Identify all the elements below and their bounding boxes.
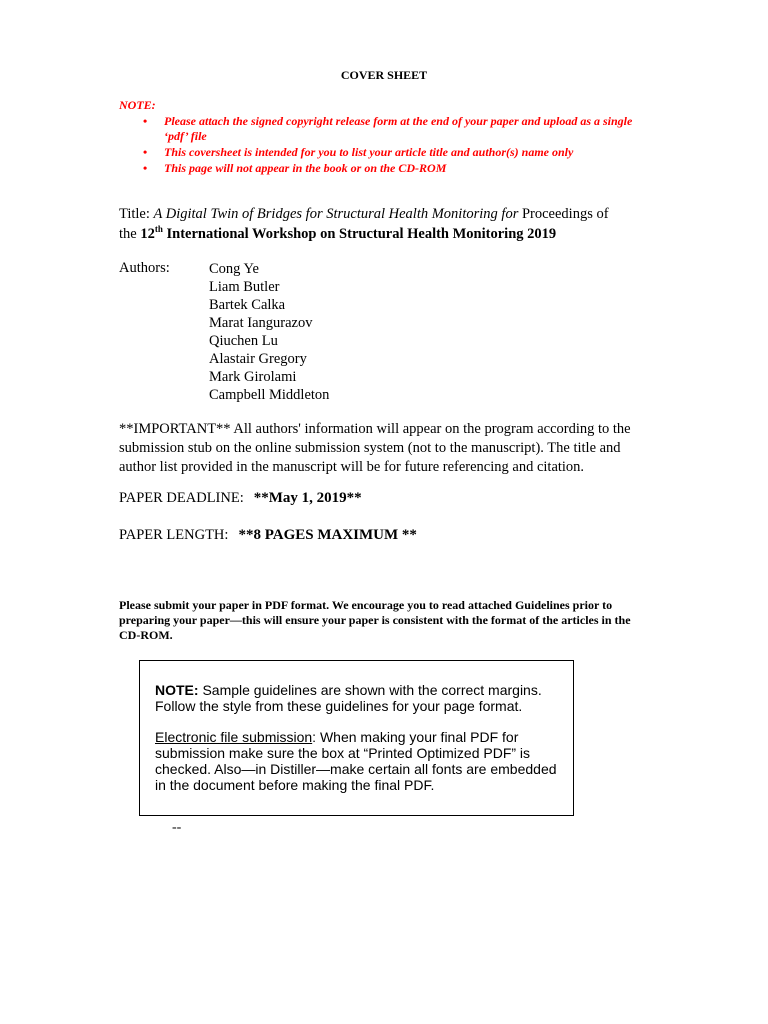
trailing-dashes: -- bbox=[172, 820, 182, 835]
paper-title: A Digital Twin of Bridges for Structural Health Monitoring for bbox=[153, 206, 519, 222]
submission-instructions: Please submit your paper in PDF format. We encourage you to read attached Guidelines prior to preparing your paper—this will ensure your paper is consistent with the format of the articles in the CD-ROM. bbox=[119, 598, 631, 642]
author-name: Marat Iangurazov bbox=[209, 315, 313, 331]
author-name: Bartek Calka bbox=[209, 297, 286, 313]
note-box-paragraph bbox=[155, 729, 559, 793]
author-name: Liam Butler bbox=[209, 279, 280, 295]
deadline-value: **May 1, 2019** bbox=[253, 490, 362, 506]
note-item bbox=[119, 161, 649, 176]
paper-deadline bbox=[119, 490, 362, 507]
note-label: NOTE: bbox=[119, 98, 156, 112]
note-list bbox=[119, 114, 649, 177]
electronic-submission-text: : When making your final PDF for submission make sure the box at “Printed Optimized PDF” is checked. Also—in Distiller—make certain all fonts are embedded in the document before making the final PDF. bbox=[155, 729, 557, 793]
bullet-icon: • bbox=[143, 114, 148, 128]
bullet-icon: • bbox=[143, 145, 148, 159]
important-notice: **IMPORTANT** All authors' information will appear on the program according to the submission stub on the online submission system (not to the manuscript). The title and author list provided in the manuscript will be for future referencing and citation. bbox=[119, 421, 631, 475]
electronic-submission-label: Electronic file submission bbox=[155, 729, 313, 745]
guidelines-note-box bbox=[139, 660, 574, 816]
conference-ordinal-suffix: th bbox=[154, 224, 163, 235]
note-item-text: Please attach the signed copyright release form at the end of your paper and upload as a single ‘pdf’ file bbox=[164, 114, 633, 143]
note-item-text: This coversheet is intended for you to list your article title and author(s) name only bbox=[164, 145, 574, 159]
note-box-text: Sample guidelines are shown with the correct margins. Follow the style from these guidelines for your page format. bbox=[155, 682, 542, 714]
author-name: Campbell Middleton bbox=[209, 387, 330, 403]
conference-ordinal: 12 bbox=[140, 226, 155, 242]
title-line bbox=[119, 204, 639, 224]
deadline-label: PAPER DEADLINE: bbox=[119, 490, 244, 506]
authors-label: Authors: bbox=[119, 260, 170, 276]
length-value: **8 PAGES MAXIMUM ** bbox=[238, 527, 417, 543]
conference-line bbox=[119, 224, 639, 244]
note-item bbox=[119, 145, 649, 160]
author-name: Cong Ye bbox=[209, 261, 259, 277]
bullet-icon: • bbox=[143, 161, 148, 175]
paper-title-block bbox=[119, 204, 639, 244]
author-name: Mark Girolami bbox=[209, 369, 297, 385]
length-label: PAPER LENGTH: bbox=[119, 527, 229, 543]
conference-name: International Workshop on Structural Health Monitoring 2019 bbox=[166, 226, 557, 242]
conference-the: the bbox=[119, 226, 137, 242]
note-box-label: NOTE: bbox=[155, 682, 199, 698]
authors-list bbox=[209, 260, 329, 404]
proceedings-prefix: Proceedings of bbox=[521, 206, 609, 222]
title-label: Title: bbox=[119, 206, 150, 222]
note-item-text: This page will not appear in the book or on the CD-ROM bbox=[164, 161, 447, 175]
note-box-paragraph bbox=[155, 682, 559, 714]
author-name: Qiuchen Lu bbox=[209, 333, 278, 349]
note-item bbox=[119, 114, 649, 144]
page-title: COVER SHEET bbox=[340, 68, 428, 82]
author-name: Alastair Gregory bbox=[209, 351, 307, 367]
paper-length bbox=[119, 527, 417, 544]
